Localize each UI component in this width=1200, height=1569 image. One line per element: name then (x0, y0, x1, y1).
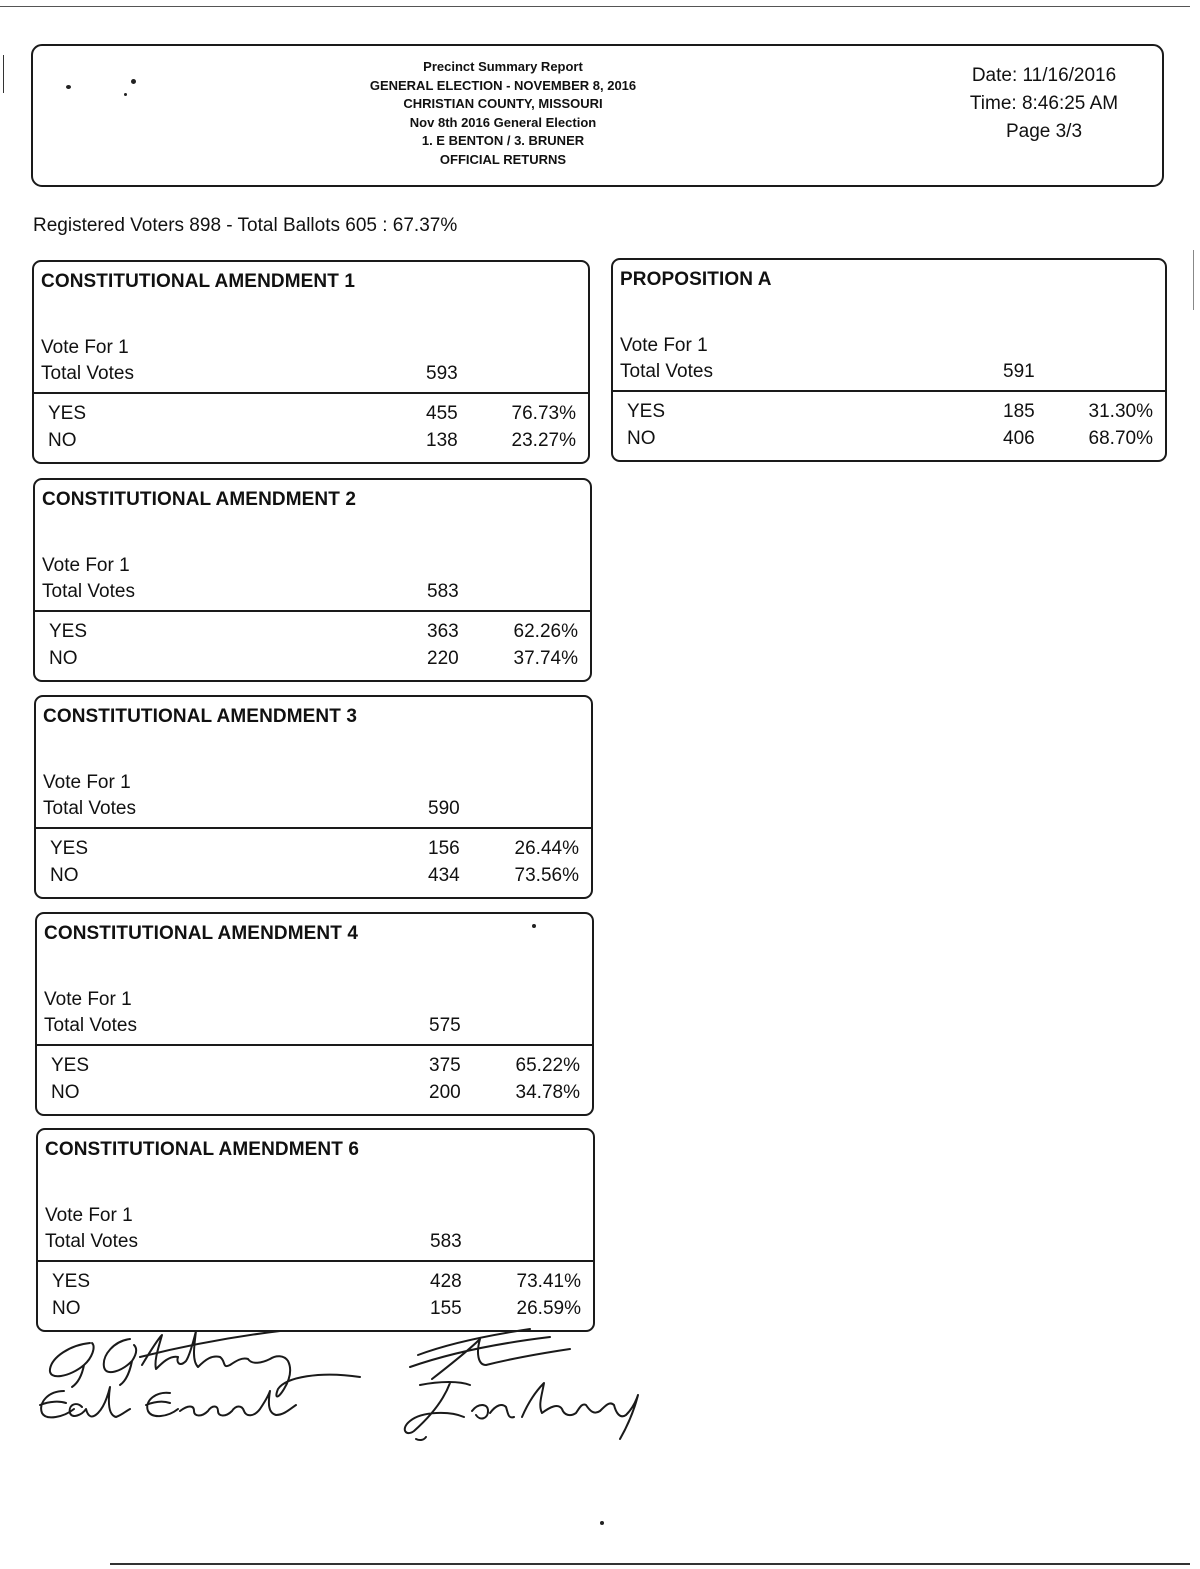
header-meta (934, 62, 1154, 146)
contest-divider (36, 827, 591, 829)
signature-stroke (142, 1331, 360, 1397)
choice-no-percent: 37.74% (513, 648, 578, 669)
total-votes-value: 590 (428, 798, 460, 819)
scan-speck (600, 1521, 604, 1525)
vote-for-label: Vote For 1 (44, 989, 132, 1010)
choice-no-percent: 26.59% (516, 1298, 581, 1319)
choice-yes-votes: 455 (426, 403, 458, 424)
contest-amendment-1 (32, 260, 590, 464)
vote-for-label: Vote For 1 (42, 555, 130, 576)
header-title-block (273, 58, 733, 170)
contest-title: CONSTITUTIONAL AMENDMENT 6 (45, 1139, 359, 1160)
total-votes-label: Total Votes (42, 581, 135, 602)
signature-stroke (522, 1383, 638, 1439)
choice-no-percent: 73.56% (514, 865, 579, 886)
total-votes-label: Total Votes (45, 1231, 138, 1252)
signature-stroke (40, 1387, 130, 1417)
choice-no-label: NO (48, 430, 77, 451)
turnout-summary: Registered Voters 898 - Total Ballots 605 : 67.37% (33, 215, 458, 236)
scan-edge-top (0, 0, 1190, 7)
contest-divider (37, 1044, 592, 1046)
contest-amendment-3 (34, 695, 593, 899)
total-votes-label: Total Votes (620, 361, 713, 382)
report-date: Date: 11/16/2016 (971, 65, 1117, 86)
signature-stroke (50, 1343, 94, 1387)
vote-for-label: Vote For 1 (620, 335, 708, 356)
scan-edge-left (3, 55, 4, 93)
choice-no-votes: 220 (427, 648, 459, 669)
total-votes-value: 593 (426, 363, 458, 384)
choice-yes-label: YES (48, 403, 87, 424)
contest-amendment-6 (36, 1128, 595, 1332)
choice-no-percent: 34.78% (515, 1082, 580, 1103)
choice-no-votes: 200 (429, 1082, 461, 1103)
total-votes-value: 575 (429, 1015, 461, 1036)
signature-stroke (146, 1391, 296, 1416)
county-line: CHRISTIAN COUNTY, MISSOURI (403, 96, 603, 112)
contest-amendment-4 (35, 912, 594, 1116)
returns-line: OFFICIAL RETURNS (439, 151, 567, 167)
choice-yes-label: YES (51, 1055, 90, 1076)
signature-stroke (472, 1405, 514, 1418)
handwritten-signatures-icon (30, 1325, 650, 1445)
contest-title: PROPOSITION A (620, 269, 772, 290)
choice-no-votes: 155 (430, 1298, 462, 1319)
contest-divider (35, 610, 590, 612)
choice-yes-label: YES (49, 621, 88, 642)
contest-amendment-2 (33, 478, 592, 682)
total-votes-value: 583 (427, 581, 459, 602)
choice-yes-label: YES (627, 401, 666, 422)
total-votes-value: 583 (430, 1231, 462, 1252)
report-time: Time: 8:46:25 AM (969, 93, 1119, 114)
total-votes-label: Total Votes (43, 798, 136, 819)
total-votes-label: Total Votes (41, 363, 134, 384)
choice-yes-percent: 73.41% (516, 1271, 581, 1292)
choice-yes-percent: 26.44% (514, 838, 579, 859)
choice-yes-percent: 62.26% (513, 621, 578, 642)
contest-proposition-a (611, 258, 1167, 462)
choice-yes-votes: 375 (429, 1055, 461, 1076)
vote-for-label: Vote For 1 (41, 337, 129, 358)
page-number: Page 3/3 (1005, 121, 1083, 142)
choice-yes-label: YES (50, 838, 89, 859)
precinct-line: 1. E BENTON / 3. BRUNER (421, 133, 585, 149)
contest-divider (34, 392, 588, 394)
choice-yes-percent: 76.73% (511, 403, 576, 424)
choice-no-percent: 23.27% (511, 430, 576, 451)
scan-edge-right (1193, 250, 1194, 310)
signature-stroke (405, 1382, 470, 1433)
choice-no-votes: 406 (1003, 428, 1035, 449)
contest-title: CONSTITUTIONAL AMENDMENT 4 (44, 923, 358, 944)
choice-no-votes: 434 (428, 865, 460, 886)
election-name-line: Nov 8th 2016 General Election (409, 114, 597, 130)
choice-yes-votes: 428 (430, 1271, 462, 1292)
scan-edge-bottom (110, 1563, 1190, 1565)
signature-stroke (416, 1437, 426, 1440)
report-title: Precinct Summary Report (423, 59, 583, 74)
choice-no-label: NO (51, 1082, 80, 1103)
vote-for-label: Vote For 1 (45, 1205, 133, 1226)
total-votes-label: Total Votes (44, 1015, 137, 1036)
contest-title: CONSTITUTIONAL AMENDMENT 3 (43, 706, 357, 727)
signature-stroke (104, 1339, 136, 1385)
choice-yes-percent: 65.22% (515, 1055, 580, 1076)
contest-title: CONSTITUTIONAL AMENDMENT 1 (41, 271, 355, 292)
choice-yes-label: YES (52, 1271, 91, 1292)
choice-no-label: NO (52, 1298, 81, 1319)
choice-no-label: NO (49, 648, 78, 669)
choice-no-percent: 68.70% (1088, 428, 1153, 449)
vote-for-label: Vote For 1 (43, 772, 131, 793)
choice-yes-percent: 31.30% (1088, 401, 1153, 422)
contest-divider (613, 390, 1165, 392)
choice-yes-votes: 363 (427, 621, 459, 642)
election-line: GENERAL ELECTION - NOVEMBER 8, 2016 (369, 77, 637, 93)
choice-yes-votes: 185 (1003, 401, 1035, 422)
choice-no-votes: 138 (426, 430, 458, 451)
contest-divider (38, 1260, 593, 1262)
choice-yes-votes: 156 (428, 838, 460, 859)
total-votes-value: 591 (1003, 361, 1035, 382)
choice-no-label: NO (627, 428, 656, 449)
choice-no-label: NO (50, 865, 79, 886)
signature-stroke (410, 1329, 570, 1379)
report-header (31, 44, 1164, 187)
contest-title: CONSTITUTIONAL AMENDMENT 2 (42, 489, 356, 510)
